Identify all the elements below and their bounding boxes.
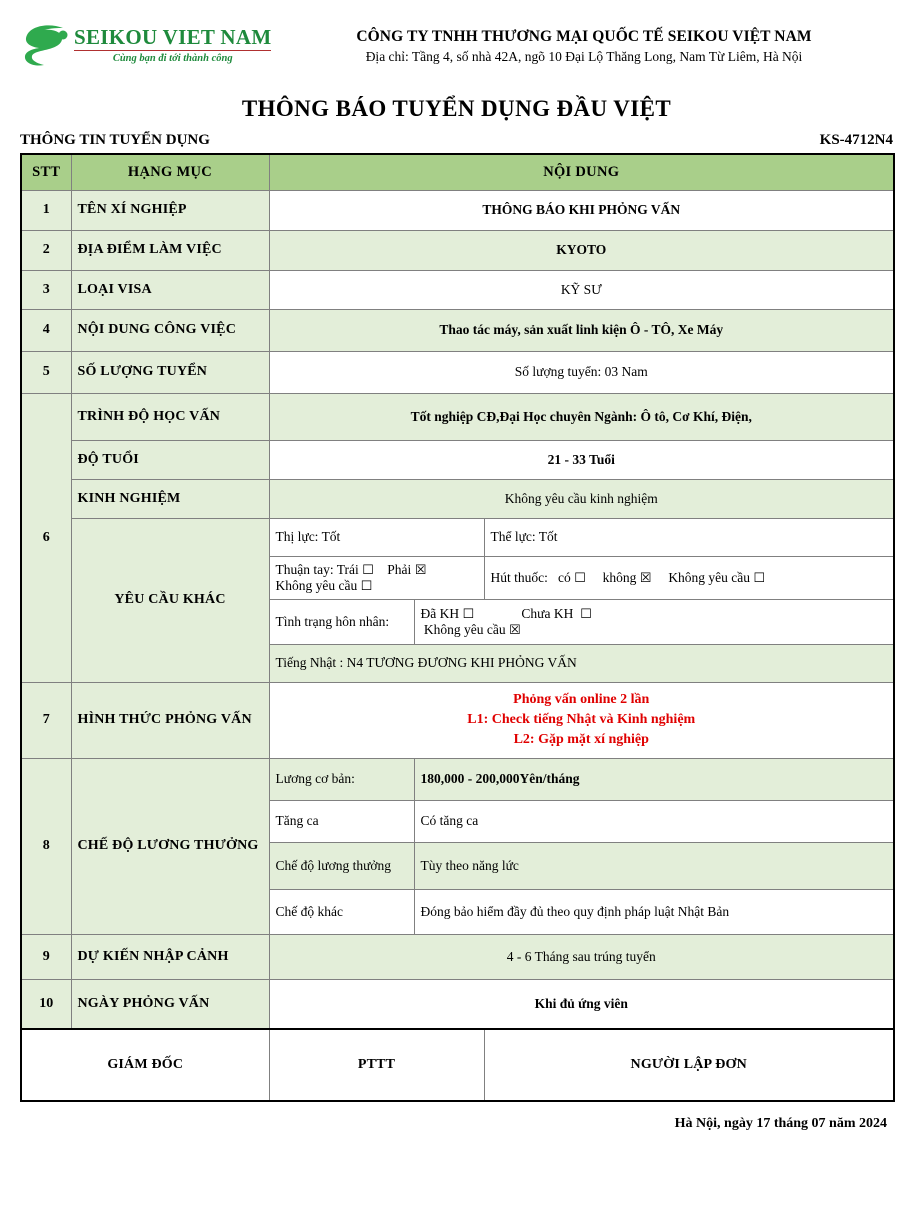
row-9-stt: 9 <box>21 934 71 979</box>
column-header-stt: STT <box>21 154 71 190</box>
row-8-item: CHẾ ĐỘ LƯƠNG THƯỞNG <box>71 758 269 934</box>
column-header-item: HẠNG MỤC <box>71 154 269 190</box>
row-7-item: HÌNH THỨC PHỎNG VẤN <box>71 682 269 758</box>
table-row <box>21 758 894 800</box>
row-5-item: SỐ LƯỢNG TUYỂN <box>71 351 269 393</box>
row-6-content-experience: Không yêu cầu kinh nghiệm <box>269 479 894 518</box>
document-header <box>20 18 893 80</box>
table-row <box>21 979 894 1029</box>
table-row <box>21 682 894 758</box>
marital-married-checkbox[interactable]: ☐ <box>462 606 475 622</box>
row-8-bonus-value: Tùy theo năng lức <box>414 842 894 889</box>
table-row <box>21 190 894 230</box>
row-8-overtime-value: Có tăng ca <box>414 800 894 842</box>
table-row <box>21 479 894 518</box>
page-title: THÔNG BÁO TUYỂN DỤNG ĐẦU VIỆT <box>241 96 672 121</box>
row-6-physique: Thể lực: Tốt <box>484 518 894 556</box>
row-6-vision: Thị lực: Tốt <box>269 518 484 556</box>
marital-none-checkbox[interactable]: ☒ <box>508 622 521 638</box>
company-address: Địa chỉ: Tầng 4, số nhà 42A, ngõ 10 Đại Lộ Thăng Long, Nam Từ Liêm, Hà Nội <box>365 49 803 64</box>
table-row <box>21 440 894 479</box>
smoking-none-label: Không yêu cầu <box>668 569 751 585</box>
row-2-stt: 2 <box>21 230 71 270</box>
row-8-bonus-label: Chế độ lương thưởng <box>269 842 414 889</box>
row-7-line-1: Phỏng vấn online 2 lần <box>513 691 650 707</box>
row-6-handedness <box>269 556 484 599</box>
logo-company-name: SEIKOU VIET NAM <box>74 25 272 50</box>
row-6-marital-options <box>414 599 894 644</box>
row-6-item-education: TRÌNH ĐỘ HỌC VẤN <box>71 393 269 440</box>
row-2-content: KYOTO <box>269 230 894 270</box>
seikou-s-swoosh-icon <box>20 22 70 68</box>
row-6-stt: 6 <box>21 393 71 682</box>
row-8-base-label: Lương cơ bản: <box>269 758 414 800</box>
signature-row <box>21 1029 894 1101</box>
smoking-yes-checkbox[interactable]: ☐ <box>574 570 586 586</box>
marital-single-checkbox[interactable]: ☐ <box>580 606 592 622</box>
row-5-stt: 5 <box>21 351 71 393</box>
footer-date: Hà Nội, ngày 17 tháng 07 năm 2024 <box>674 1116 887 1131</box>
logo-text-block <box>70 26 271 63</box>
row-9-item: DỰ KIẾN NHẬP CẢNH <box>71 934 269 979</box>
row-6-marital-label: Tình trạng hôn nhân: <box>269 599 414 644</box>
company-name: CÔNG TY TNHH THƯƠNG MẠI QUỐC TẾ SEIKOU VIỆT NAM <box>356 28 812 45</box>
row-6-item-experience: KINH NGHIỆM <box>71 479 269 518</box>
row-4-item: NỘI DUNG CÔNG VIỆC <box>71 309 269 351</box>
row-8-stt: 8 <box>21 758 71 934</box>
row-3-item: LOẠI VISA <box>71 270 269 309</box>
row-8-base-value: 180,000 - 200,000Yên/tháng <box>414 758 894 800</box>
table-header-row <box>21 154 894 190</box>
company-logo <box>20 18 275 68</box>
row-3-stt: 3 <box>21 270 71 309</box>
marital-single-label: Chưa KH <box>521 605 574 621</box>
row-3-content: KỸ SƯ <box>269 270 894 309</box>
smoking-yes-label: có <box>558 569 571 585</box>
handedness-right-label: Phải <box>387 561 412 577</box>
handedness-none-label: Không yêu cầu <box>275 577 358 593</box>
row-7-stt: 7 <box>21 682 71 758</box>
row-10-stt: 10 <box>21 979 71 1029</box>
row-2-item: ĐỊA ĐIỂM LÀM VIỆC <box>71 230 269 270</box>
subheader-left-label: THÔNG TIN TUYỂN DỤNG <box>20 132 210 148</box>
signature-pttt: PTTT <box>269 1029 484 1101</box>
table-row <box>21 518 894 556</box>
handedness-none-checkbox[interactable]: ☐ <box>360 578 373 594</box>
row-1-item: TÊN XÍ NGHIỆP <box>71 190 269 230</box>
smoking-none-checkbox[interactable]: ☐ <box>753 570 766 586</box>
smoking-no-checkbox[interactable]: ☒ <box>639 570 652 586</box>
table-row <box>21 351 894 393</box>
row-6-smoking <box>484 556 894 599</box>
row-8-other-label: Chế độ khác <box>269 889 414 934</box>
signature-director: GIÁM ĐỐC <box>21 1029 269 1101</box>
row-7-line-2: L1: Check tiếng Nhật và Kinh nghiệm <box>467 711 696 727</box>
row-8-overtime-label: Tăng ca <box>269 800 414 842</box>
handedness-left-label: Trái <box>336 561 359 577</box>
marital-none-label: Không yêu cầu <box>423 621 506 637</box>
row-7-content <box>269 682 894 758</box>
row-5-content: Số lượng tuyển: 03 Nam <box>269 351 894 393</box>
row-1-stt: 1 <box>21 190 71 230</box>
logo-tagline: Cùng bạn đi tới thành công <box>112 52 233 64</box>
table-row <box>21 270 894 309</box>
smoking-no-label: không <box>602 569 637 585</box>
row-4-content: Thao tác máy, sản xuất linh kiện Ô - TÔ, Xe Máy <box>269 309 894 351</box>
handedness-right-checkbox[interactable]: ☒ <box>414 562 427 578</box>
row-6-japanese: Tiếng Nhật : N4 TƯƠNG ĐƯƠNG KHI PHỎNG VẤN <box>269 644 894 682</box>
row-6-item-other: YÊU CẦU KHÁC <box>71 518 269 682</box>
subheader <box>20 132 893 149</box>
row-10-item: NGÀY PHỎNG VẤN <box>71 979 269 1029</box>
company-info <box>275 18 893 65</box>
document-code: KS-4712N4 <box>819 132 893 148</box>
row-4-stt: 4 <box>21 309 71 351</box>
smoking-label: Hút thuốc: <box>490 569 548 585</box>
row-10-content: Khi đủ ứng viên <box>269 979 894 1029</box>
row-9-content: 4 - 6 Tháng sau trúng tuyển <box>269 934 894 979</box>
table-row <box>21 309 894 351</box>
row-7-line-3: L2: Gặp mặt xí nghiệp <box>513 732 649 748</box>
row-8-other-value: Đóng bảo hiểm đầy đủ theo quy định pháp luật Nhật Bản <box>414 889 894 934</box>
table-row <box>21 934 894 979</box>
recruitment-table <box>20 153 895 1102</box>
marital-married-label: Đã KH <box>420 605 460 621</box>
row-6-content-age: 21 - 33 Tuổi <box>269 440 894 479</box>
row-6-content-education: Tốt nghiệp CĐ,Đại Học chuyên Ngành: Ô tô, Cơ Khí, Điện, <box>269 393 894 440</box>
column-header-content: NỘI DUNG <box>269 154 894 190</box>
handedness-label: Thuận tay: <box>275 561 334 577</box>
row-6-item-age: ĐỘ TUỔI <box>71 440 269 479</box>
signature-preparer: NGƯỜI LẬP ĐƠN <box>484 1029 894 1101</box>
table-row <box>21 393 894 440</box>
table-row <box>21 230 894 270</box>
handedness-left-checkbox[interactable]: ☐ <box>362 562 374 578</box>
row-1-content: THÔNG BÁO KHI PHỎNG VẤN <box>269 190 894 230</box>
